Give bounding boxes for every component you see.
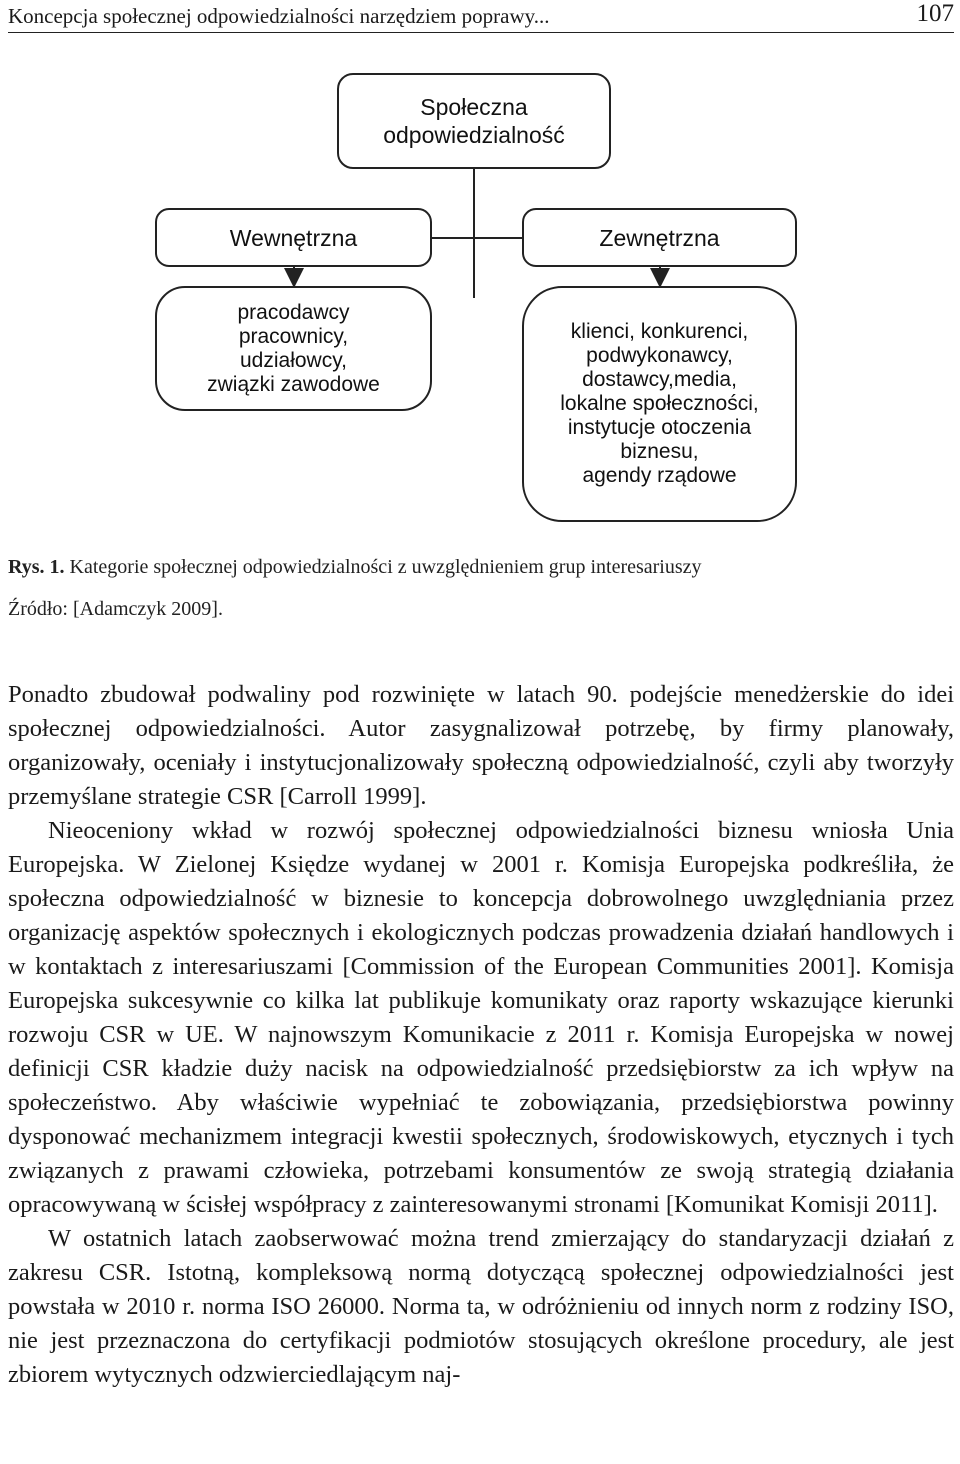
- internal-category-node: [155, 208, 432, 267]
- root-line-1: Społeczna: [420, 94, 528, 120]
- page-number: 107: [916, 0, 954, 27]
- internal-item: udziałowcy,: [240, 348, 347, 372]
- external-item: instytucje otoczenia: [567, 416, 752, 439]
- paragraph: Nieoceniony wkład w rozwój społecznej odpowiedzialności biznesu wniosła Unia Europejska. W Zielonej Księdze wydanej w 2001 r. Komisja Europejska podkreśliła, że społeczna odpowiedzialność w biznesie to koncepcja dobrowolnego uwzględniania przez organizację aspektów społecznych i ekologicznych podczas prowadzenia działań handlowych i w kontaktach z interesariuszami [Commission of the European Communities 2001]. Komisja Europejska sukcesywnie co kilka lat publikuje komunikaty oraz raporty wskazujące kierunki rozwoju CSR w UE. W najnowszym Komunikacie z 2011 r. Komisja Europejska w nowej definicji CSR kładzie duży nacisk na odpowiedzialność przedsiębiorstw za ich wpływ na społeczeństwo. Aby właściwie wypełniać te zobowiązania, przedsiębiorstwa powinny dysponować mechanizmem integracji kwestii społecznych, środowiskowych, etycznych i tych związanych z prawami człowieka, potrzebami konsumentów ze swoją strategią działania opracowywaną w ścisłej współpracy z zainteresowanymi stronami [Komunikat Komisji 2011].: [8, 817, 954, 1218]
- external-title: Zewnętrzna: [599, 224, 720, 251]
- diagram-root-node: [337, 73, 611, 169]
- external-item: biznesu,: [620, 440, 699, 463]
- external-item: klienci, konkurenci,: [570, 320, 749, 343]
- figure-label: Rys. 1.: [8, 556, 65, 578]
- paragraph: Ponadto zbudował podwaliny pod rozwinięte w latach 90. podejście menedżerskie do idei społecznej odpowiedzialności. Autor zasygnalizował potrzebę, by firmy planowały, organizowały, oceniały i instytucjonalizowały społeczną odpowiedzialność, czyli aby tworzyły przemyślane strategie CSR [Carroll 1999].: [8, 681, 954, 810]
- stakeholder-diagram: [0, 60, 960, 535]
- external-item: podwykonawcy,: [586, 344, 733, 367]
- internal-stakeholders-node: [155, 286, 432, 411]
- internal-item: związki zawodowe: [207, 372, 380, 396]
- internal-item: pracodawcy: [237, 300, 350, 324]
- external-item: dostawcy,media,: [582, 368, 737, 391]
- figure-caption: [8, 556, 948, 579]
- running-head-title: Koncepcja społecznej odpowiedzialności narzędziem poprawy...: [8, 4, 550, 28]
- body-text: [8, 678, 954, 1392]
- paragraph: W ostatnich latach zaobserwować można trend zmierzający do standaryzacji działań z zakresu CSR. Istotną, kompleksową normą dotyczącą społecznej odpowiedzialności jest powstała w 2010 r. norma ISO 26000. Norma ta, w odróżnieniu od innych norm z rodziny ISO, nie jest przeznaczona do certyfikacji podmiotów stosujących określone procedury, ale jest zbiorem wytycznych odzwierciedlającym naj-: [8, 1225, 954, 1388]
- external-category-node: [522, 208, 797, 267]
- running-head: [8, 2, 954, 33]
- internal-item: pracownicy,: [238, 324, 349, 348]
- root-line-2: odpowiedzialność: [383, 122, 565, 148]
- external-stakeholders-node: [522, 286, 797, 522]
- figure-caption-text: Kategorie społecznej odpowiedzialności z uwzględnieniem grup interesariuszy: [64, 556, 702, 578]
- figure-source: Źródło: [Adamczyk 2009].: [8, 598, 223, 620]
- internal-title: Wewnętrzna: [229, 224, 358, 251]
- external-item: lokalne społeczności,: [560, 392, 759, 415]
- external-item: agendy rządowe: [582, 464, 737, 487]
